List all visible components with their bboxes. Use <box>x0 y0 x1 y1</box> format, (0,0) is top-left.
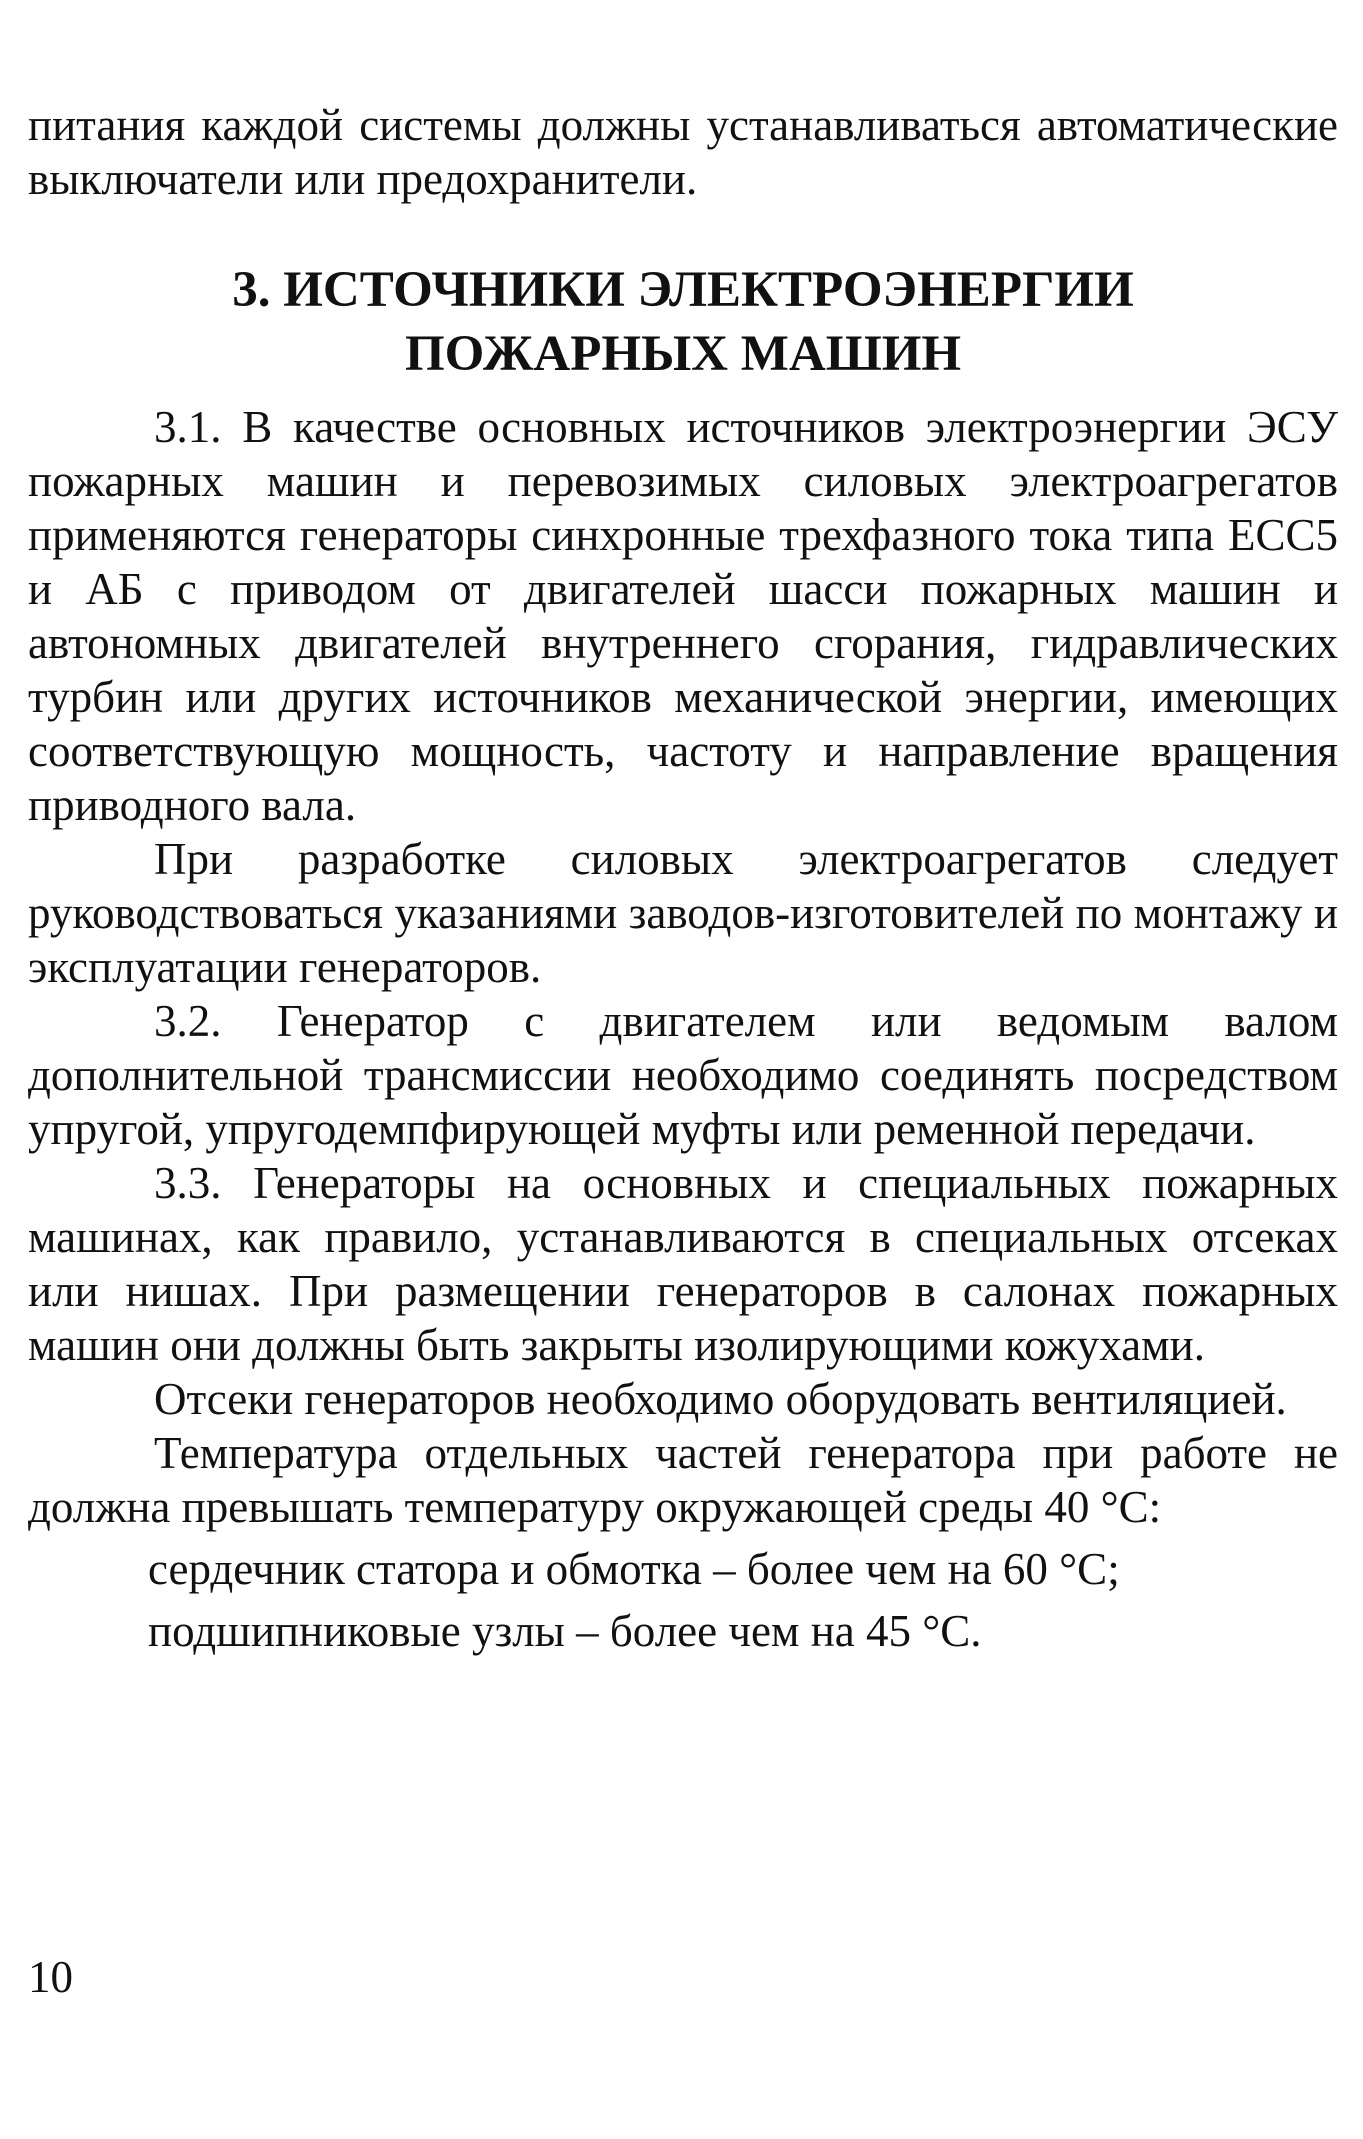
list-item-bearings: подшипниковые узлы – более чем на 45 °С. <box>148 1606 982 1656</box>
list-item-stator: сердечник статора и обмотка – более чем на 60 °С; <box>148 1544 1120 1594</box>
paragraph-3-2: 3.2. Генератор с двигателем или ведомым валом дополнительной трансмиссии необходимо соединять посредством упругой, упругодемпфирующей муфты или ременной передачи. <box>28 996 1338 1154</box>
paragraph-development: При разработке силовых электроагрегатов следует руководствоваться указаниями заводов-изготовителей по монтажу и эксплуатации генераторов. <box>28 834 1338 992</box>
paragraph-3-1: 3.1. В качестве основных источников электроэнергии ЭСУ пожарных машин и перевозимых силовых электроагрегатов применяются генераторы синхронные трехфазного тока типа ЕСС5 и АБ с приводом от двигателей шасси пожарных машин и автономных двигателей внутреннего сгорания, гидравлических турбин или других источников механической энергии, имеющих соответствующую мощность, частоту и направление вращения приводного вала. <box>28 402 1338 830</box>
section-body <box>28 400 1338 1658</box>
section-heading-line-2: ПОЖАРНЫХ МАШИН <box>404 326 962 382</box>
paragraph-ventilation: Отсеки генераторов необходимо оборудовать вентиляцией. <box>154 1374 1287 1424</box>
paragraph-3-3: 3.3. Генераторы на основных и специальных пожарных машинах, как правило, устанавливаются в специальных отсеках или нишах. При размещении генераторов в салонах пожарных машин они должны быть закрыты изолирующими кожухами. <box>28 1158 1338 1370</box>
page-number: 10 <box>28 1952 73 2002</box>
paragraph-temperature: Температура отдельных частей генератора при работе не должна превышать температуру окружающей среды 40 °С: <box>28 1428 1338 1532</box>
intro-paragraph: питания каждой системы должны устанавливаться автоматические выключатели или предохранители. <box>28 100 1338 204</box>
section-heading <box>28 258 1338 386</box>
section-heading-line-1: 3. ИСТОЧНИКИ ЭЛЕКТРОЭНЕРГИИ <box>232 262 1134 318</box>
